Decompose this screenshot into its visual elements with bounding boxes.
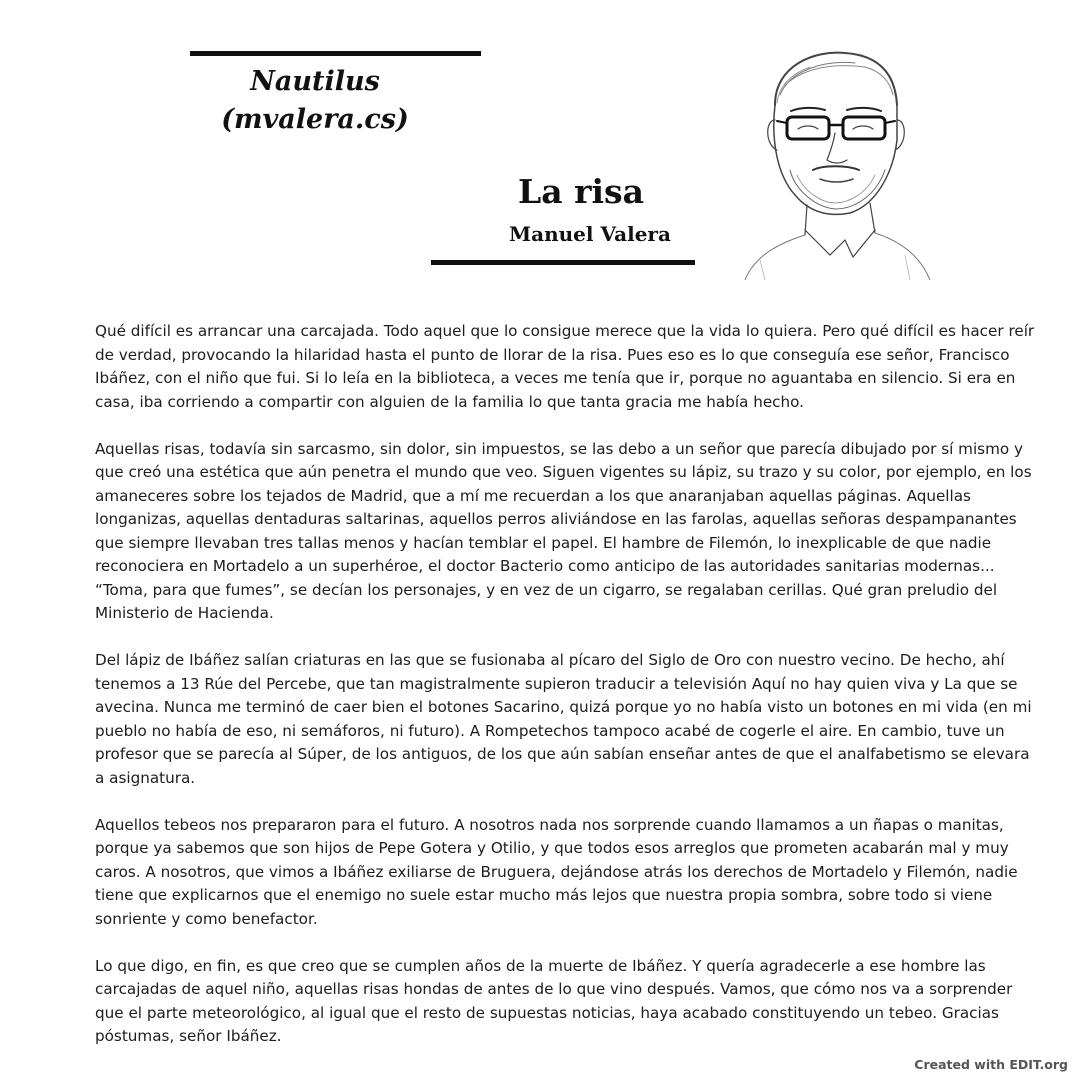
article-paragraph: Qué difícil es arrancar una carcajada. Todo aquel que lo consigue merece que la vida lo quiera. Pero qué difícil es hacer reír de verdad, provocando la hilaridad hasta el punto de llorar de la risa. Pues eso es lo que conseguía ese señor, Francisco Ibáñez, con el niño que fui. Si lo leía en la biblioteca, a veces me tenía que ir, porque no aguantaba en silencio. Si era en casa, iba corriendo a compartir con alguien de la familia lo que tanta gracia me había hecho. [95, 322, 1035, 411]
column-site: (mvalera.cs) [221, 104, 409, 135]
article-title: La risa [518, 172, 644, 211]
author-name: Manuel Valera [509, 222, 671, 246]
article-body [95, 320, 1035, 1072]
footer-credit: Created with EDIT.org [914, 1057, 1068, 1072]
column-name: Nautilus [250, 66, 380, 97]
top-rule [190, 51, 481, 56]
article-paragraph: Del lápiz de Ibáñez salían criaturas en las que se fusionaba al pícaro del Siglo de Oro con nuestro vecino. De hecho, ahí tenemos a 13 Rúe del Percebe, que tan magistralmente supieron traducir a televisión Aquí no hay quien viva y La que se avecina. Nunca me terminó de caer bien el botones Sacarino, quizá porque yo no había visto un botones en mi vida (en mi pueblo no había de eso, ni semáforos, ni futuro). A Rompetechos tampoco acabé de cogerle el aire. En cambio, tuve un profesor que se parecía al Súper, de los antiguos, de los que aún sabían enseñar antes de que el analfabetismo se elevara a asignatura. [95, 651, 1032, 787]
article-paragraph: Aquellos tebeos nos prepararon para el futuro. A nosotros nada nos sorprende cuando llamamos a un ñapas o manitas, porque ya sabemos que son hijos de Pepe Gotera y Otilio, y que todos esos arreglos que prometen acabarán mal y muy caros. A nosotros, que vimos a Ibáñez exiliarse de Bruguera, dejándose atrás los derechos de Mortadelo y Filemón, nadie tiene que explicarnos que el enemigo no suele estar mucho más lejos que nuestra propia sombra, sobre todo si viene sonriente y como benefactor. [95, 815, 1018, 928]
article-paragraph: Aquellas risas, todavía sin sarcasmo, sin dolor, sin impuestos, se las debo a un señor que parecía dibujado por sí mismo y que creó una estética que aún penetra el mundo que veo. Siguen vigentes su lápiz, su trazo y su color, por ejemplo, en los amaneceres sobre los tejados de Madrid, que a mí me recuerdan a los que anaranjaban aquellas páginas. Aquellas longanizas, aquellas dentaduras saltarinas, aquellos perros aliviándose en las farolas, aquellas señoras despampanantes que siempre llevaban tres tallas menos y hacían temblar el papel. El hambre de Filemón, lo inexplicable de que nadie reconociera en Mortadelo a un superhéroe, el doctor Bacterio como anticipo de las autoridades sanitarias modernas... “Toma, para que fumes”, se decían los personajes, y en vez de un cigarro, se regalaban cerillas. Qué gran preludio del Ministerio de Hacienda. [95, 439, 1032, 622]
author-portrait-sketch [735, 45, 935, 280]
title-underline-rule [431, 260, 695, 265]
article-paragraph: Lo que digo, en fin, es que creo que se cumplen años de la muerte de Ibáñez. Y quería agradecerle a ese hombre las carcajadas de aquel niño, aquellas risas hondas de antes de lo que vino después. Vamos, que cómo nos va a sorprender que el parte meteorológico, al igual que el resto de supuestas noticias, haya acabado constituyendo un tebeo. Gracias póstumas, señor Ibáñez. [95, 956, 1013, 1045]
